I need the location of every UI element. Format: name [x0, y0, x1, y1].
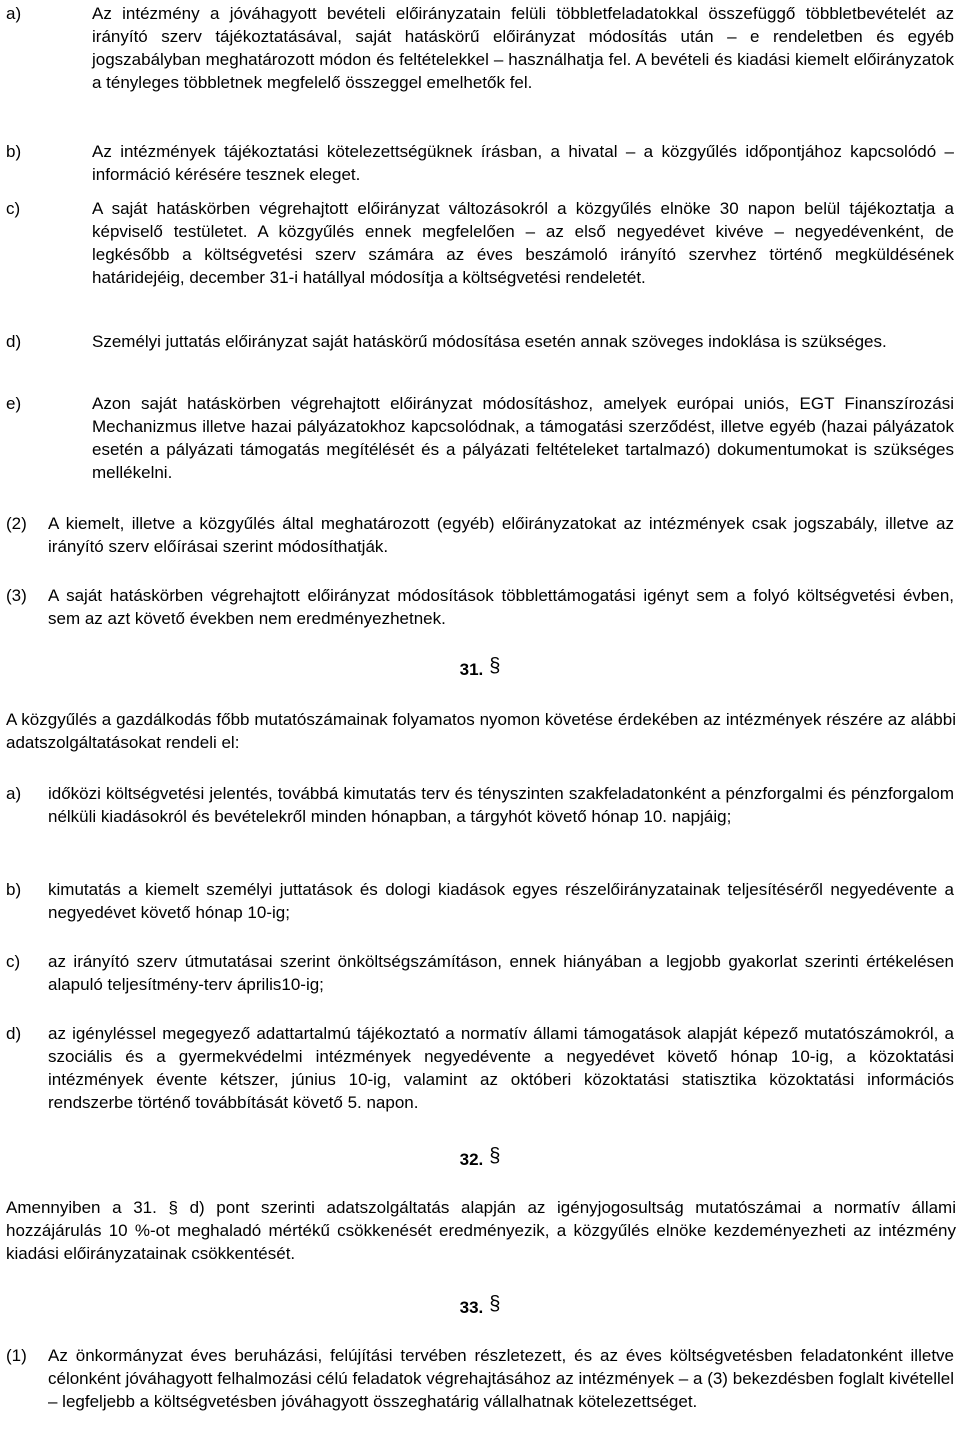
item-label: d) — [6, 332, 22, 351]
item-text: Az intézmények tájékoztatási kötelezettségüknek írásban, a hivatal – a közgyűlés időpontjához kapcsolódó – információ kérésére tesznek eleget. — [92, 142, 954, 184]
item-label: a) — [6, 784, 22, 803]
item-label: b) — [6, 142, 22, 161]
section-31-intro: A közgyűlés a gazdálkodás főbb mutatószámainak folyamatos nyomon követése érdekében az intézmények részére az alábbi adatszolgáltatásokat rendeli el: — [6, 710, 956, 752]
paragraph-text: A saját hatáskörben végrehajtott előirányzat módosítások többlettámogatási igényt sem a folyó költségvetési évben, sem az azt követő években nem eredményezhetnek. — [48, 586, 954, 628]
item-text: A saját hatáskörben végrehajtott előirányzat változásokról a közgyűlés elnöke 30 napon belül tájékoztatja a képviselő testületet. A közgyűlés ennek megfelelően – az első negyedévet kivéve – negyedévenként, de legkésőbb a költségvetési szerv számára az éves beszámoló irányító szervhez történő megküldésének határidejéig, december 31-i hatállyal módosítja a költségvetési rendeletét. — [92, 199, 954, 287]
section-number: 31. — [459, 660, 484, 679]
section-heading-33 — [0, 1293, 960, 1319]
item-label: b) — [6, 880, 22, 899]
item-label: d) — [6, 1024, 22, 1043]
section-sign: § — [489, 1145, 501, 1167]
item-text: kimutatás a kiemelt személyi juttatások és dologi kiadások egyes részelőirányzatainak teljesítéséről negyedévente a negyedévet követő hónap 10-ig; — [48, 880, 954, 922]
item-text: Személyi juttatás előirányzat saját hatáskörű módosítása esetén annak szöveges indoklása is szükséges. — [92, 332, 887, 351]
item-label: c) — [6, 199, 21, 218]
section-number: 32. — [459, 1150, 484, 1169]
paragraph-text: Az önkormányzat éves beruházási, felújítási tervében részletezett, és az éves költségvetésben feladatonként illetve célonként jóváhagyott felhalmozási célú feladatok végrehajtásához az intézmények – a (3) bekezdésben foglalt kivétellel – legfeljebb a költségvetésben jóváhagyott összeghatárig vállalhatnak kötelezettséget. — [48, 1346, 954, 1411]
item-label: e) — [6, 394, 22, 413]
paragraph-label: (1) — [6, 1346, 27, 1365]
paragraph-text: A kiemelt, illetve a közgyűlés által meghatározott (egyéb) előirányzatokat az intézmények csak jogszabály, illetve az irányító szerv előírásai szerint módosíthatják. — [48, 514, 954, 556]
section-32-text: Amennyiben a 31. § d) pont szerinti adatszolgáltatás alapján az igényjogosultság mutatószámai a normatív állami hozzájárulás 10 %-ot meghaladó mértékű csökkenését eredményezik, a közgyűlés elnöke kezdeményezheti az intézmény kiadási előirányzatainak csökkentését. — [6, 1198, 956, 1263]
section-heading-32 — [0, 1145, 960, 1171]
item-text: Az intézmény a jóváhagyott bevételi előirányzatain felüli többletfeladatokkal összefüggő többletbevételét az irányító szerv tájékoztatásával, saját hatáskörű előirányzat módosítás után – e rendeletben és egyéb jogszabályban meghatározott módon és feltételekkel – használhatja fel. A bevételi és kiadási kiemelt előirányzatok a tényleges többletnek megfelelő összeggel emelhetők fel. — [92, 4, 954, 92]
item-label: a) — [6, 4, 22, 23]
item-text: Azon saját hatáskörben végrehajtott előirányzat módosításhoz, amelyek európai uniós, EGT Finanszírozási Mechanizmus illetve hazai pályázatokhoz kapcsolódnak, a támogatási szerződést, illetve egyéb (hazai pályázatok esetén a pályázati támogatás megítélését és a pályázati feltételeket tartalmazó) dokumentumokat is szükséges mellékelni. — [92, 394, 954, 482]
section-heading-31 — [0, 655, 960, 681]
section-sign: § — [489, 655, 501, 677]
paragraph-label: (2) — [6, 514, 27, 533]
item-text: az igényléssel megegyező adattartalmú tájékoztató a normatív állami támogatások alapját képező mutatószámokról, a szociális és a gyermekvédelmi intézmények negyedévente a negyedévet követő hónap 10-ig, a közoktatási intézmények évente kétszer, június 10-ig, valamint az októberi közoktatási statisztika közoktatási információs rendszerbe történő továbbítását követő 5. napon. — [48, 1024, 954, 1112]
item-text: az irányító szerv útmutatásai szerint önköltségszámításon, ennek hiányában a legjobb gyakorlat szerinti értékelésen alapuló teljesítmény-terv április10-ig; — [48, 952, 954, 994]
item-text: időközi költségvetési jelentés, továbbá kimutatás terv és tényszinten szakfeladatonként a pénzforgalmi és pénzforgalom nélküli kiadásokról és bevételekről minden hónapban, a tárgyhót követő hónap 10. napjáig; — [48, 784, 954, 826]
item-label: c) — [6, 952, 21, 971]
section-number: 33. — [459, 1298, 484, 1317]
paragraph-label: (3) — [6, 586, 27, 605]
section-sign: § — [489, 1293, 501, 1315]
